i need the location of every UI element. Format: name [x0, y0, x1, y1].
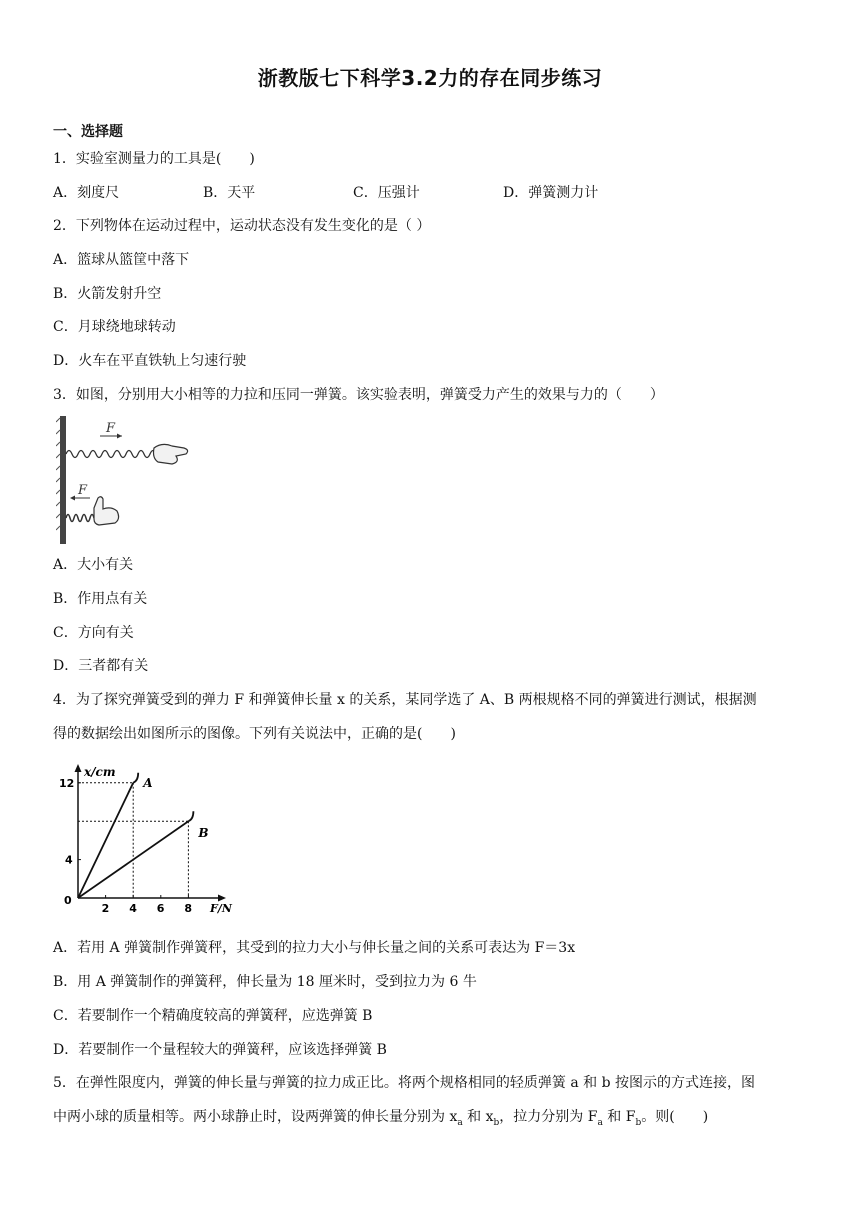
q3-option-c: C．方向有关 [53, 625, 134, 641]
chart-series-curl [133, 773, 138, 783]
chart-series-curl [188, 811, 193, 821]
q5-subscript: b [635, 1117, 642, 1128]
q5-text-part: 和 x [462, 1109, 494, 1125]
section-heading: 一、选择题 [53, 124, 123, 140]
chart-x-tick-label: 2 [101, 902, 110, 915]
chart-x-axis-arrow [218, 895, 226, 902]
q3-option-b: B．作用点有关 [53, 591, 148, 607]
q5-subscript: b [493, 1117, 500, 1128]
chart-origin-label: 0 [64, 894, 72, 907]
chart-series-label: A [143, 775, 153, 790]
q2-option-b: B．火箭发射升空 [53, 286, 162, 302]
question-5-stem-line1: 5．在弹性限度内，弹簧的伸长量与弹簧的拉力成正比。将两个规格相同的轻质弹簧 a 和 b 按图示的方式连接，图 [53, 1075, 756, 1091]
q2-option-a: A．篮球从篮筐中落下 [53, 252, 190, 268]
force-label-bottom: F [78, 483, 88, 498]
spring-figure [56, 414, 190, 546]
q5-subscript: a [457, 1117, 463, 1128]
q5-text-part: 中两小球的质量相等。两小球静止时，设两弹簧的伸长量分别为 x [53, 1109, 458, 1125]
q5-subscript: a [597, 1117, 603, 1128]
chart-x-label: F/N [210, 902, 232, 915]
q1-option-b: B．天平 [203, 185, 256, 201]
page-title: 浙教版七下科学3.2力的存在同步练习 [257, 66, 603, 90]
question-4-stem-line1: 4．为了探究弹簧受到的弹力 F 和弹簧伸长量 x 的关系，某同学选了 A、B 两根规格不同的弹簧进行测试，根据测 [53, 692, 757, 708]
q4-option-c: C．若要制作一个精确度较高的弹簧秤，应选弹簧 B [53, 1008, 373, 1024]
force-label-top: F [106, 421, 116, 436]
q2-option-d: D．火车在平直铁轨上匀速行驶 [53, 353, 247, 369]
q3-option-a: A．大小有关 [53, 557, 134, 573]
q5-text-part: 和 F [602, 1109, 636, 1125]
chart-series-label: B [198, 826, 209, 841]
q4-option-b: B．用 A 弹簧制作的弹簧秤，伸长量为 18 厘米时，受到拉力为 6 牛 [53, 974, 477, 990]
chart-y-tick-label: 12 [59, 776, 75, 790]
question-5-stem-line2 [53, 1107, 708, 1133]
q5-text-part: 。则( ) [641, 1109, 709, 1125]
chart-y-label: x/cm [84, 765, 116, 779]
q4-option-d: D．若要制作一个量程较大的弹簧秤，应该选择弹簧 B [53, 1042, 387, 1058]
chart-x-tick-label: 6 [156, 902, 165, 915]
chart-x-tick-label: 4 [129, 902, 137, 915]
q1-option-a: A．刻度尺 [53, 185, 120, 201]
spring-chart [50, 760, 240, 918]
chart-y-axis-arrow [75, 764, 82, 772]
q3-option-d: D．三者都有关 [53, 658, 149, 674]
q5-text-part: ，拉力分别为 F [499, 1109, 598, 1125]
question-2-stem: 2．下列物体在运动过程中，运动状态没有发生变化的是（ ） [53, 218, 431, 234]
q1-option-c: C．压强计 [353, 185, 420, 201]
q2-option-c: C．月球绕地球转动 [53, 319, 176, 335]
question-1-stem: 1．实验室测量力的工具是( ) [53, 151, 255, 167]
question-3-stem: 3．如图，分别用大小相等的力拉和压同一弹簧。该实验表明，弹簧受力产生的效果与力的（ ） [53, 387, 664, 403]
question-4-stem-line2: 得的数据绘出如图所示的图像。下列有关说法中，正确的是( ) [53, 726, 456, 742]
q4-option-a: A．若用 A 弹簧制作弹簧秤，其受到的拉力大小与伸长量之间的关系可表达为 F＝3x [53, 940, 576, 956]
chart-series-line [78, 783, 133, 898]
chart-x-tick-label: 8 [184, 902, 193, 915]
chart-y-tick-label: 4 [65, 853, 73, 867]
q1-option-d: D．弹簧测力计 [503, 185, 599, 201]
